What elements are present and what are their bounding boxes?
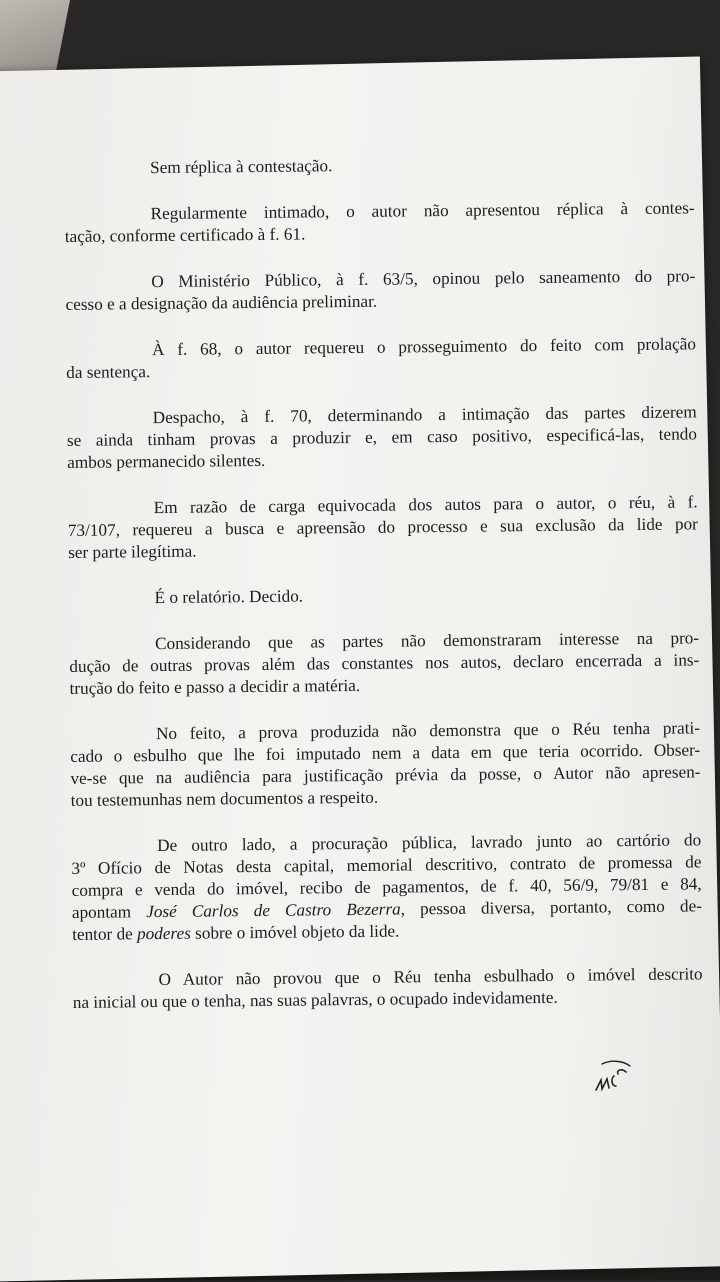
- paragraph: [70, 717, 701, 812]
- paragraph-line: É o relatório. Decido.: [154, 586, 304, 608]
- paragraph: [67, 401, 698, 474]
- paragraph-line: ser parte ilegítima.: [68, 541, 197, 562]
- handwritten-initials-icon: [592, 1060, 640, 1094]
- paragraph-line: Sem réplica à contestação.: [150, 156, 333, 178]
- paragraph: [69, 581, 699, 610]
- paragraph-line: se ainda tinham provas a produzir e, em caso positivo, especificá-las, tendo: [66, 424, 698, 450]
- document-body: [64, 151, 703, 1038]
- paragraph-line: tação, conforme certificado à f. 61.: [64, 224, 306, 246]
- paragraph-line: compra e venda do imóvel, recibo de pagamentos, de f. 40, 56/9, 79/81 e 84,: [71, 874, 702, 900]
- paragraph-conclusao: [73, 963, 703, 1014]
- paragraph-line: Considerando que as partes não demonstraram interesse na pro-: [154, 628, 700, 654]
- text-fragment: apontam: [71, 902, 147, 922]
- paragraph-procuracao: [71, 829, 702, 946]
- italic-word: poderes: [136, 923, 191, 944]
- paragraph-line: na inicial ou que o tenha, nas suas palavras, o ocupado indevidamente.: [72, 987, 558, 1012]
- paragraph-line: da sentença.: [66, 362, 151, 382]
- paragraph-line: 3º Ofício de Notas desta capital, memorial descritivo, contrato de promessa de: [71, 852, 702, 878]
- paragraph-line: De outro lado, a procuração pública, lavrado junto ao cartório do: [157, 830, 702, 856]
- paragraph-line: Em razão de carga equivocada dos autos para o autor, o réu, à f.: [153, 492, 698, 518]
- paragraph: [66, 333, 696, 384]
- paragraph-line: 73/107, requereu a busca e apreensão do processo e sua exclusão da lide por: [67, 514, 698, 540]
- paragraph-line: dução de outras provas além das constantes nos autos, declaro encerrada a ins-: [69, 650, 700, 676]
- italic-name: José Carlos de Castro Bezerra: [146, 899, 401, 922]
- text-fragment: tentor de: [72, 924, 138, 944]
- paragraph-list: [64, 151, 701, 812]
- text-fragment: sobre o imóvel objeto da lide.: [190, 921, 400, 943]
- paragraph-line: O Autor não provou que o Réu tenha esbulhado o imóvel descrito: [158, 964, 703, 990]
- paragraph-line: Despacho, à f. 70, determinando a intimação das partes dizerem: [152, 402, 697, 428]
- paragraph: [65, 265, 695, 316]
- paragraph-line: Regularmente intimado, o autor não apresentou réplica à contes-: [150, 198, 695, 224]
- paragraph-line: À f. 68, o autor requereu o prosseguimento do feito com prolação: [151, 334, 697, 360]
- paragraph: [64, 197, 694, 248]
- paragraph-line: tou testemunhas nem documentos a respeito.: [70, 787, 379, 810]
- paragraph: [69, 627, 700, 700]
- paragraph-line: cesso e a designação da audiência preliminar.: [65, 291, 378, 314]
- text-fragment: , pessoa diversa, portanto, como de-: [400, 896, 702, 919]
- paragraph-line: ambos permanecido silentes.: [67, 450, 266, 472]
- paragraph: [68, 491, 699, 564]
- paragraph-line: cado o esbulho que lhe foi imputado nem a data em que teria ocorrido. Obser-: [70, 740, 701, 766]
- paragraph-line: ve-se que na audiência para justificação prévia da posse, o Autor não apresen-: [70, 762, 701, 788]
- paragraph-line: No feito, a prova produzida não demonstra que o Réu tenha prati-: [155, 718, 701, 744]
- paragraph-line: O Ministério Público, à f. 63/5, opinou pelo saneamento do pro-: [151, 266, 696, 292]
- paragraph-line: trução do feito e passo a decidir a matéria.: [69, 675, 361, 698]
